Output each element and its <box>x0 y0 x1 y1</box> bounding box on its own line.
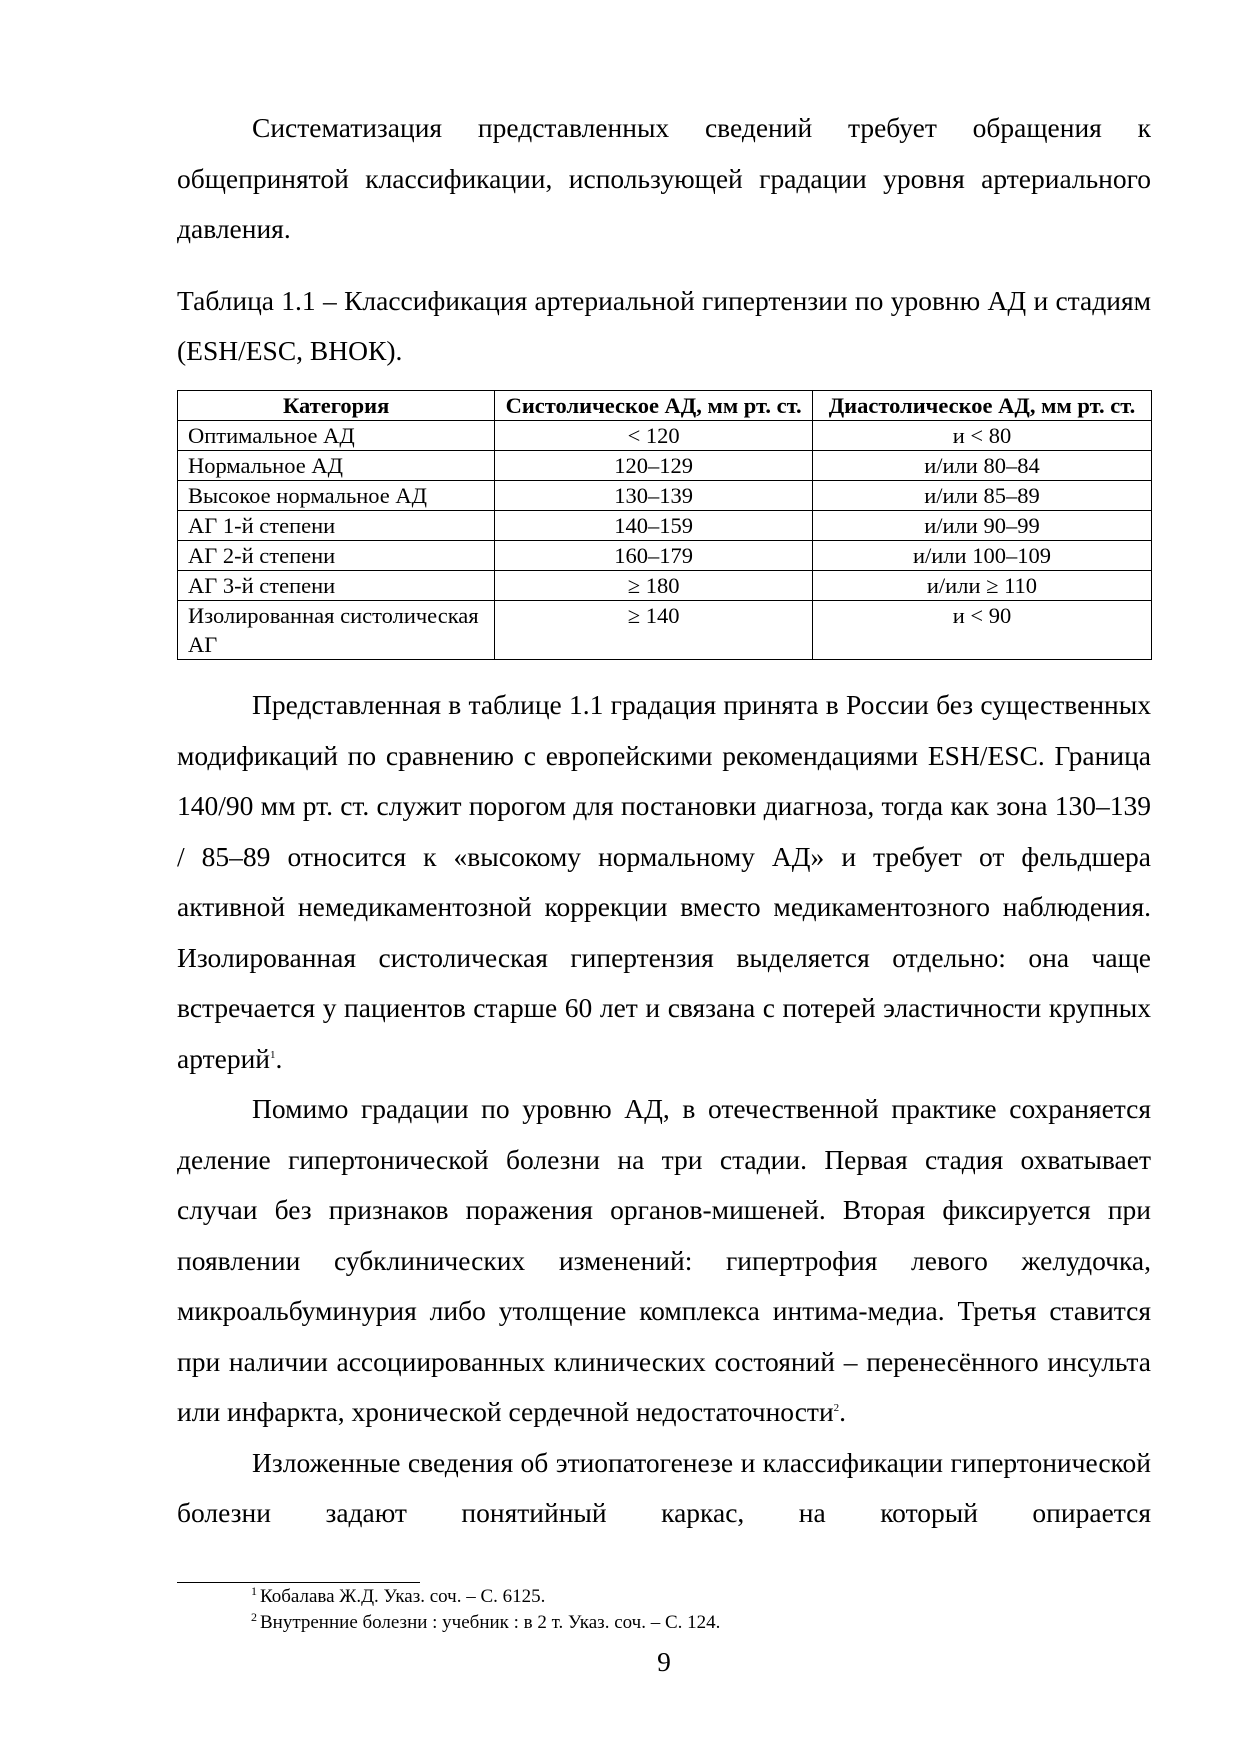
systolic-cell: 160–179 <box>495 541 813 571</box>
systolic-cell: 140–159 <box>495 511 813 541</box>
footnote-1-text: Кобалава Ж.Д. Указ. соч. – С. 6125. <box>260 1586 546 1607</box>
diastolic-cell: и < 80 <box>812 421 1151 451</box>
systolic-cell: ≥ 140 <box>495 601 813 660</box>
page-number: 9 <box>657 1646 671 1677</box>
paragraph-grading-text: Представленная в таблице 1.1 градация принята в России без существенных модификаций по сравнению с европейскими рекомендациями ESH/ESC. Граница 140/90 мм рт. ст. служит порогом для постановки диагноза, тогда как зона 130–139 / 85–89 относится к «высокому нормальному АД» и требует от фельдшера активной немедикаментозной коррекции вместо медикаментозного наблюдения. Изолированная систолическая гипертензия выделяется отдельно: она чаще встречается у пациентов старше 60 лет и связана с потерей эластичности крупных артерий <box>177 689 1151 1074</box>
diastolic-cell: и/или 85–89 <box>812 481 1151 511</box>
category-cell: Изолированная систолическая АГ <box>178 601 495 660</box>
header-diastolic: Диастолическое АД, мм рт. ст. <box>812 391 1151 421</box>
footnote-ref-1: 1 <box>270 1048 276 1061</box>
table-row <box>178 571 1152 601</box>
paragraph-grading-end: . <box>275 1042 283 1074</box>
footnote-1-number: 1 <box>251 1584 257 1598</box>
header-systolic: Систолическое АД, мм рт. ст. <box>495 391 813 421</box>
paragraph-conclusion: Изложенные сведения об этиопатогенезе и классификации гипертонической болезни задают понятийный каркас, на который опирается <box>177 1446 1151 1528</box>
table-row <box>178 511 1152 541</box>
category-cell: Оптимальное АД <box>178 421 495 451</box>
table-row <box>178 601 1152 660</box>
table-row <box>178 541 1152 571</box>
systolic-cell: 130–139 <box>495 481 813 511</box>
diastolic-cell: и/или 80–84 <box>812 451 1151 481</box>
header-category: Категория <box>178 391 495 421</box>
footnote-ref-2: 2 <box>833 1402 840 1414</box>
category-cell: Высокое нормальное АД <box>178 481 495 511</box>
paragraph-stages-end: . <box>839 1396 847 1427</box>
table-caption: Таблица 1.1 – Классификация артериальной гипертензии по уровню АД и стадиям (ESH/ESC, ВНОК). <box>177 285 1151 366</box>
table-row <box>178 481 1152 511</box>
paragraph-stages-text: Помимо градации по уровню АД, в отечественной практике сохраняется деление гипертонической болезни на три стадии. Первая стадия охватывает случаи без признаков поражения органов-мишеней. Вторая фиксируется при появлении субклинических изменений: гипертрофия левого желудочка, микроальбуминурия либо утолщение комплекса интима-медиа. Третья ставится при наличии ассоциированных клинических состояний – перенесённого инсульта или инфаркта, хронической сердечной недостаточности <box>177 1093 1151 1427</box>
footnote-2 <box>251 1611 720 1635</box>
footnote-2-text: Внутренние болезни : учебник : в 2 т. Указ. соч. – С. 124. <box>260 1612 721 1633</box>
category-cell: АГ 3-й степени <box>178 571 495 601</box>
table-header-row <box>178 391 1152 421</box>
category-cell: АГ 1-й степени <box>178 511 495 541</box>
diastolic-cell: и/или 100–109 <box>812 541 1151 571</box>
paragraph-stages <box>177 1084 1151 1438</box>
table-row <box>178 421 1152 451</box>
diastolic-cell: и/или ≥ 110 <box>812 571 1151 601</box>
footnote-2-number: 2 <box>251 1610 257 1624</box>
bp-classification-table <box>177 390 1152 660</box>
systolic-cell: 120–129 <box>495 451 813 481</box>
category-cell: АГ 2-й степени <box>178 541 495 571</box>
footnote-separator <box>177 1582 420 1583</box>
intro-block <box>177 103 1151 255</box>
diastolic-cell: и < 90 <box>812 601 1151 660</box>
table-caption-block <box>177 276 1151 376</box>
systolic-cell: ≥ 180 <box>495 571 813 601</box>
body-block <box>177 680 1151 1539</box>
diastolic-cell: и/или 90–99 <box>812 511 1151 541</box>
systolic-cell: < 120 <box>495 421 813 451</box>
footnote-1 <box>251 1585 545 1609</box>
category-cell: Нормальное АД <box>178 451 495 481</box>
table-row <box>178 451 1152 481</box>
paragraph-grading <box>177 680 1151 1084</box>
intro-paragraph: Систематизация представленных сведений требует обращения к общепринятой классификации, использующей градации уровня артериального давления. <box>177 112 1151 244</box>
